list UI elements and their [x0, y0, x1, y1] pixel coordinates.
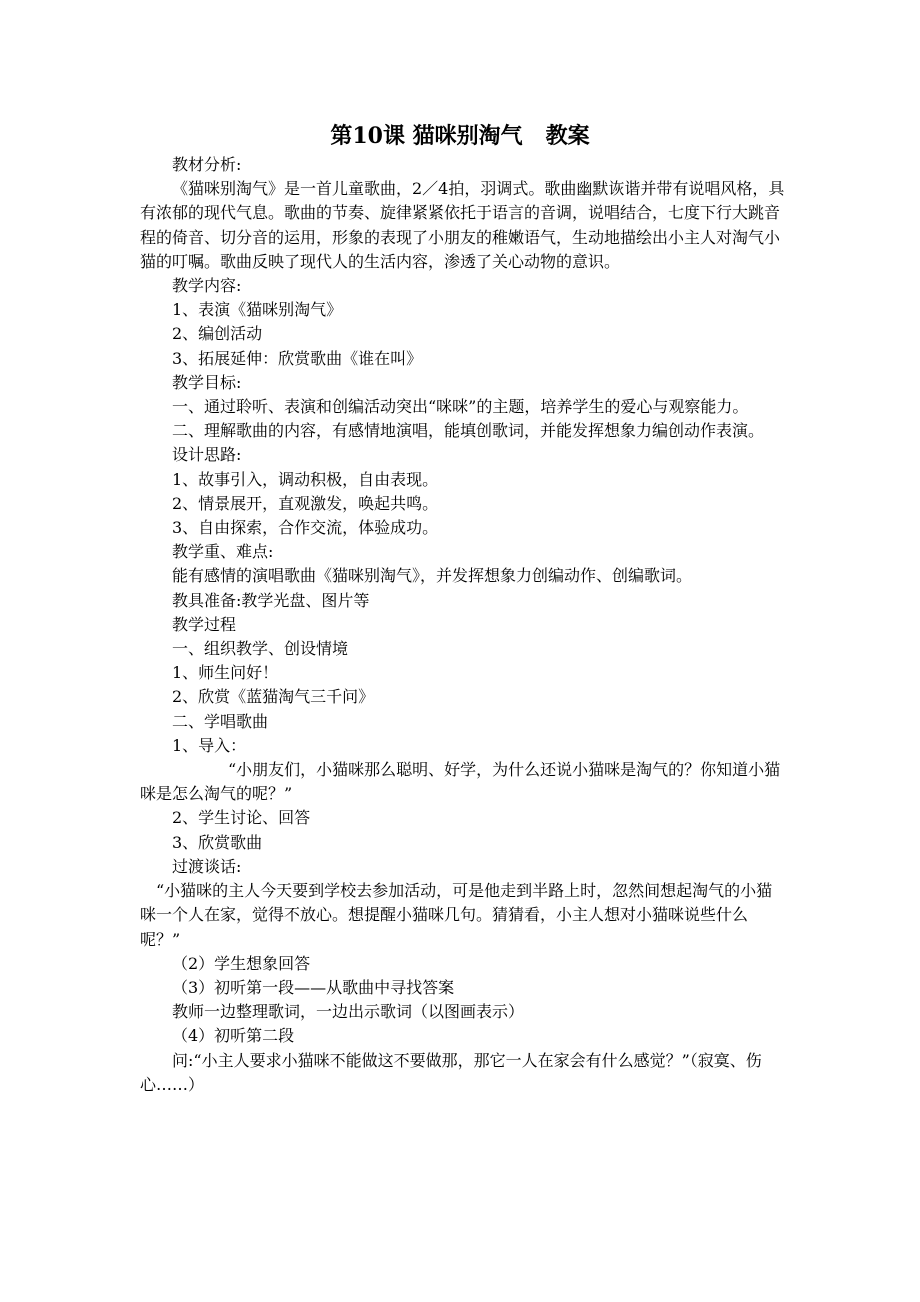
paragraph: 1、表演《猫咪别淘气》 — [172, 300, 343, 320]
paragraph: 一、通过聆听、表演和创编活动突出“咪咪”的主题，培养学生的爱心与观察能力。 — [172, 397, 749, 417]
paragraph: 1、故事引入，调动积极，自由表现。 — [172, 469, 439, 489]
document-title: 第10课 猫咪别淘气 教案 — [330, 123, 590, 149]
paragraph: 《猫咪别淘气》是一首儿童歌曲，2／4拍，羽调式。歌曲幽默诙谐并带有说唱风格，具有浓郁的现代气息。歌曲的节奏、旋律紧紧依托于语言的音调，说唱结合，七度下行大跳音程的倚音、切分音的运用，形象的表现了小朋友的稚嫩语气，生动地描绘出小主人对淘气小猫的叮嘱。歌曲反映了现代人的生活内容，渗透了关心动物的意识。 — [140, 179, 785, 271]
paragraph: 教学目标: — [172, 372, 242, 392]
paragraph: “小猫咪的主人今天要到学校去参加活动，可是他走到半路上时，忽然间想起淘气的小猫咪一个人在家，觉得不放心。想提醒小猫咪几句。猜猜看，小主人想对小猫咪说些什么呢？” — [140, 881, 773, 949]
paragraph: （3）初听第一段——从歌曲中寻找答案 — [172, 977, 455, 997]
document-body — [140, 153, 785, 1097]
paragraph: 2、编创活动 — [172, 324, 263, 344]
paragraph: 过渡谈话: — [172, 856, 242, 876]
paragraph: 3、拓展延伸：欣赏歌曲《谁在叫》 — [172, 348, 423, 368]
paragraph: 设计思路: — [172, 445, 242, 465]
paragraph: 教具准备:教学光盘、图片等 — [172, 590, 370, 610]
paragraph: 教师一边整理歌词，一边出示歌词（以图画表示） — [172, 1002, 525, 1022]
paragraph: （2）学生想象回答 — [172, 953, 311, 973]
paragraph: 2、情景展开，直观激发，唤起共鸣。 — [172, 493, 439, 513]
paragraph: 2、学生讨论、回答 — [172, 808, 311, 828]
paragraph: 问:“小主人要求小猫咪不能做这不要做那，那它一人在家会有什么感觉？”（寂寞、伤心……） — [140, 1050, 762, 1094]
paragraph: 教学内容: — [172, 276, 242, 296]
paragraph: 教材分析: — [172, 155, 242, 174]
paragraph: 教学重、难点: — [172, 542, 274, 562]
paragraph: 教学过程 — [172, 614, 237, 634]
paragraph: 二、理解歌曲的内容，有感情地演唱，能填创歌词，并能发挥想象力编创动作表演。 — [172, 421, 765, 441]
paragraph: 1、导入： — [172, 735, 247, 755]
paragraph: （4）初听第二段 — [172, 1026, 295, 1046]
paragraph: “小朋友们，小猫咪那么聪明、好学，为什么还说小猫咪是淘气的？你知道小猫咪是怎么淘气的呢？” — [140, 760, 781, 804]
paragraph: 3、自由探索，合作交流，体验成功。 — [172, 518, 439, 538]
paragraph: 3、欣赏歌曲 — [172, 832, 263, 852]
paragraph: 一、组织教学、创设情境 — [172, 639, 349, 659]
paragraph: 1、师生问好！ — [172, 663, 279, 683]
paragraph: 能有感情的演唱歌曲《猫咪别淘气》，并发挥想象力创编动作、创编歌词。 — [172, 566, 693, 586]
paragraph: 二、学唱歌曲 — [172, 711, 269, 731]
paragraph: 2、欣赏《蓝猫淘气三千问》 — [172, 687, 375, 707]
